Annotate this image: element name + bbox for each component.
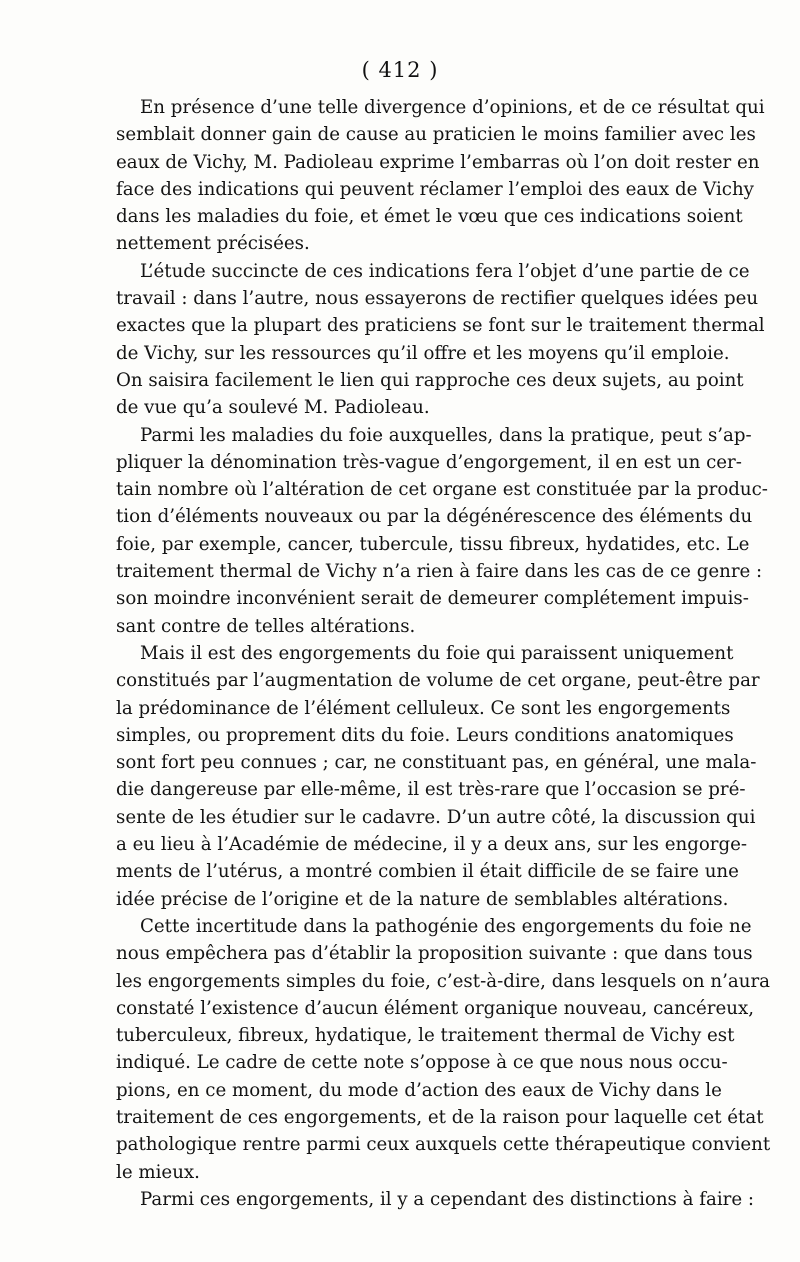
text-line: En présence d’une telle divergence d’opinions, et de ce résultat qui: [140, 97, 765, 118]
text-line: traitement de ces engorgements, et de la raison pour laquelle cet état: [116, 1106, 764, 1128]
text-line: constitués par l’augmentation de volume de cet organe, peut-être par: [116, 670, 760, 692]
text-line: Cette incertitude dans la pathogénie des engorgements du foie ne: [140, 915, 752, 937]
text-line: foie, par exemple, cancer, tubercule, tissu fibreux, hydatides, etc. Le: [116, 533, 750, 555]
text-line: L’étude succincte de ces indications fera l’objet d’une partie de ce: [140, 260, 750, 282]
text-line: nous empêchera pas d’établir la proposition suivante : que dans tous: [116, 943, 753, 965]
paragraph: [116, 913, 771, 1186]
text-line: nettement précisées.: [116, 233, 310, 255]
text-line: sont fort peu connues ; car, ne constituant pas, en général, une mala-: [116, 752, 757, 774]
text-line: pliquer la dénomination très-vague d’engorgement, il en est un cer-: [116, 451, 742, 473]
text-line: constaté l’existence d’aucun élément organique nouveau, cancéreux,: [116, 997, 755, 1019]
text-line: Parmi ces engorgements, il y a cependant des distinctions à faire :: [140, 1188, 755, 1210]
text-line: indiqué. Le cadre de cette note s’oppose à ce que nous nous occu-: [116, 1052, 728, 1074]
text-line: idée précise de l’origine et de la nature de semblables altérations.: [116, 888, 729, 910]
text-line: eaux de Vichy, M. Padioleau exprime l’embarras où l’on doit rester en: [116, 151, 760, 173]
paragraph: [116, 94, 765, 258]
text-line: die dangereuse par elle-même, il est très-rare que l’occasion se pré-: [116, 779, 746, 801]
text-line: le mieux.: [116, 1161, 200, 1183]
paragraph: [116, 1186, 755, 1213]
text-line: exactes que la plupart des praticiens se font sur le traitement thermal: [116, 315, 765, 337]
text-line: simples, ou proprement dits du foie. Leurs conditions anatomiques: [116, 724, 734, 746]
text-line: ments de l’utérus, a montré combien il était difficile de se faire une: [116, 861, 739, 883]
text-line: de Vichy, sur les ressources qu’il offre et les moyens qu’il emploie.: [116, 342, 730, 364]
text-line: a eu lieu à l’Académie de médecine, il y a deux ans, sur les engorge-: [116, 834, 748, 856]
text-line: les engorgements simples du foie, c’est-à-dire, dans lesquels on n’aura: [116, 970, 771, 992]
text-line: sente de les étudier sur le cadavre. D’un autre côté, la discussion qui: [116, 806, 756, 828]
text-line: semblait donner gain de cause au praticien le moins familier avec les: [116, 124, 756, 146]
text-line: son moindre inconvénient serait de demeurer complétement impuis-: [116, 588, 749, 610]
text-line: traitement thermal de Vichy n’a rien à faire dans les cas de ce genre :: [116, 561, 763, 583]
paragraph: [116, 422, 768, 640]
page-number: ( 412 ): [361, 58, 439, 82]
text-line: sant contre de telles altérations.: [116, 615, 416, 637]
text-line: Parmi les maladies du foie auxquelles, dans la pratique, peut s’ap-: [140, 424, 752, 446]
text-line: de vue qu’a soulevé M. Padioleau.: [116, 397, 430, 419]
text-line: face des indications qui peuvent réclamer l’emploi des eaux de Vichy: [116, 178, 754, 200]
text-line: pions, en ce moment, du mode d’action des eaux de Vichy dans le: [116, 1079, 722, 1101]
text-line: tion d’éléments nouveaux ou par la dégénérescence des éléments du: [116, 506, 753, 528]
text-line: On saisira facilement le lien qui rapproche ces deux sujets, au point: [116, 369, 744, 391]
paragraph: [116, 640, 760, 913]
body-text: [116, 94, 771, 1213]
text-line: travail : dans l’autre, nous essayerons de rectifier quelques idées peu: [116, 288, 759, 310]
text-line: tain nombre où l’altération de cet organe est constituée par la produc-: [116, 479, 768, 501]
text-line: la prédominance de l’élément celluleux. Ce sont les engorgements: [116, 697, 731, 719]
paragraph: [116, 258, 765, 422]
text-line: pathologique rentre parmi ceux auxquels cette thérapeutique convient: [116, 1134, 771, 1156]
text-line: tuberculeux, fibreux, hydatique, le traitement thermal de Vichy est: [116, 1025, 735, 1047]
text-line: Mais il est des engorgements du foie qui paraissent uniquement: [140, 642, 734, 664]
text-line: dans les maladies du foie, et émet le vœu que ces indications soient: [116, 206, 743, 228]
